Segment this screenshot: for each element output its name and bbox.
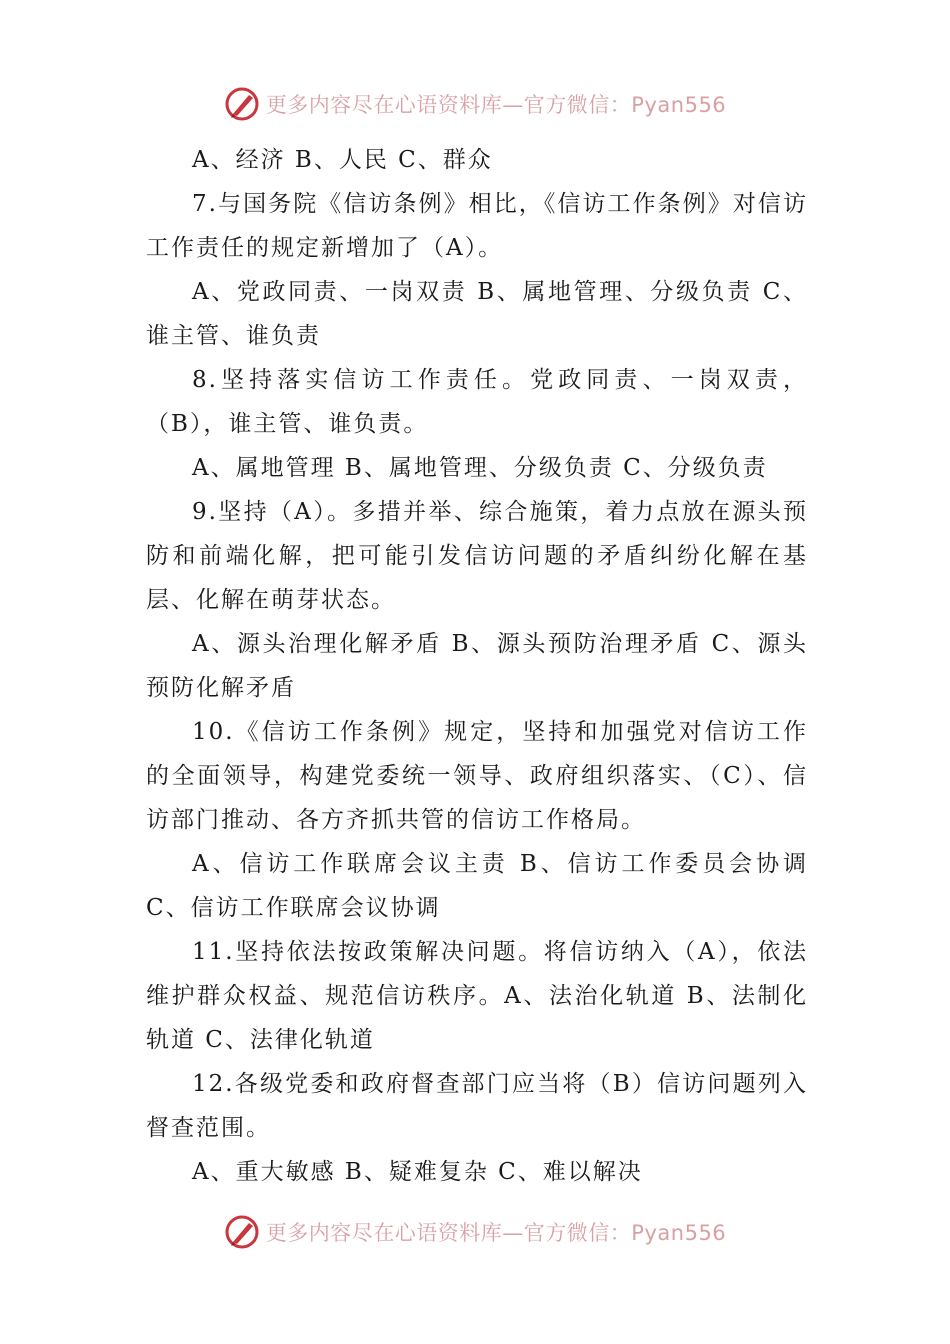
paragraph: 10.《信访工作条例》规定，坚持和加强党对信访工作的全面领导，构建党委统一领导、政府组织落实、（C）、信访部门推动、各方齐抓共管的信访工作格局。 — [146, 719, 808, 833]
footer-banner — [0, 1212, 950, 1252]
paragraph: A、属地管理 B、属地管理、分级负责 C、分级负责 — [192, 455, 768, 481]
paragraph: 9.坚持（A）。多措并举、综合施策，着力点放在源头预防和前端化解，把可能引发信访问题的矛盾纠纷化解在基层、化解在萌芽状态。 — [146, 499, 808, 613]
paragraph: A、源头治理化解矛盾 B、源头预防治理矛盾 C、源头预防化解矛盾 — [146, 631, 808, 701]
paragraph: 8.坚持落实信访工作责任。党政同责、一岗双责，（B），谁主管、谁负责。 — [146, 367, 808, 437]
paragraph: 12.各级党委和政府督查部门应当将（B）信访问题列入督查范围。 — [146, 1071, 808, 1141]
pen-logo-icon — [224, 86, 260, 122]
footer-banner-text: 更多内容尽在心语资料库—官方微信：Pyan556 — [265, 1221, 727, 1245]
paragraph: 11.坚持依法按政策解决问题。将信访纳入（A），依法维护群众权益、规范信访秩序。A、法治化轨道 B、法制化轨道 C、法律化轨道 — [146, 939, 808, 1053]
document-body — [146, 138, 808, 1194]
paragraph: 7.与国务院《信访条例》相比，《信访工作条例》对信访工作责任的规定新增加了（A）。 — [146, 191, 808, 261]
pen-logo-icon — [224, 1214, 260, 1250]
header-banner — [0, 84, 950, 124]
paragraph: A、重大敏感 B、疑难复杂 C、难以解决 — [192, 1159, 643, 1185]
paragraph: A、党政同责、一岗双责 B、属地管理、分级负责 C、谁主管、谁负责 — [146, 279, 808, 349]
header-banner-text: 更多内容尽在心语资料库—官方微信：Pyan556 — [265, 93, 727, 117]
paragraph: A、经济 B、人民 C、群众 — [192, 147, 493, 173]
paragraph: A、信访工作联席会议主责 B、信访工作委员会协调 C、信访工作联席会议协调 — [146, 851, 808, 921]
